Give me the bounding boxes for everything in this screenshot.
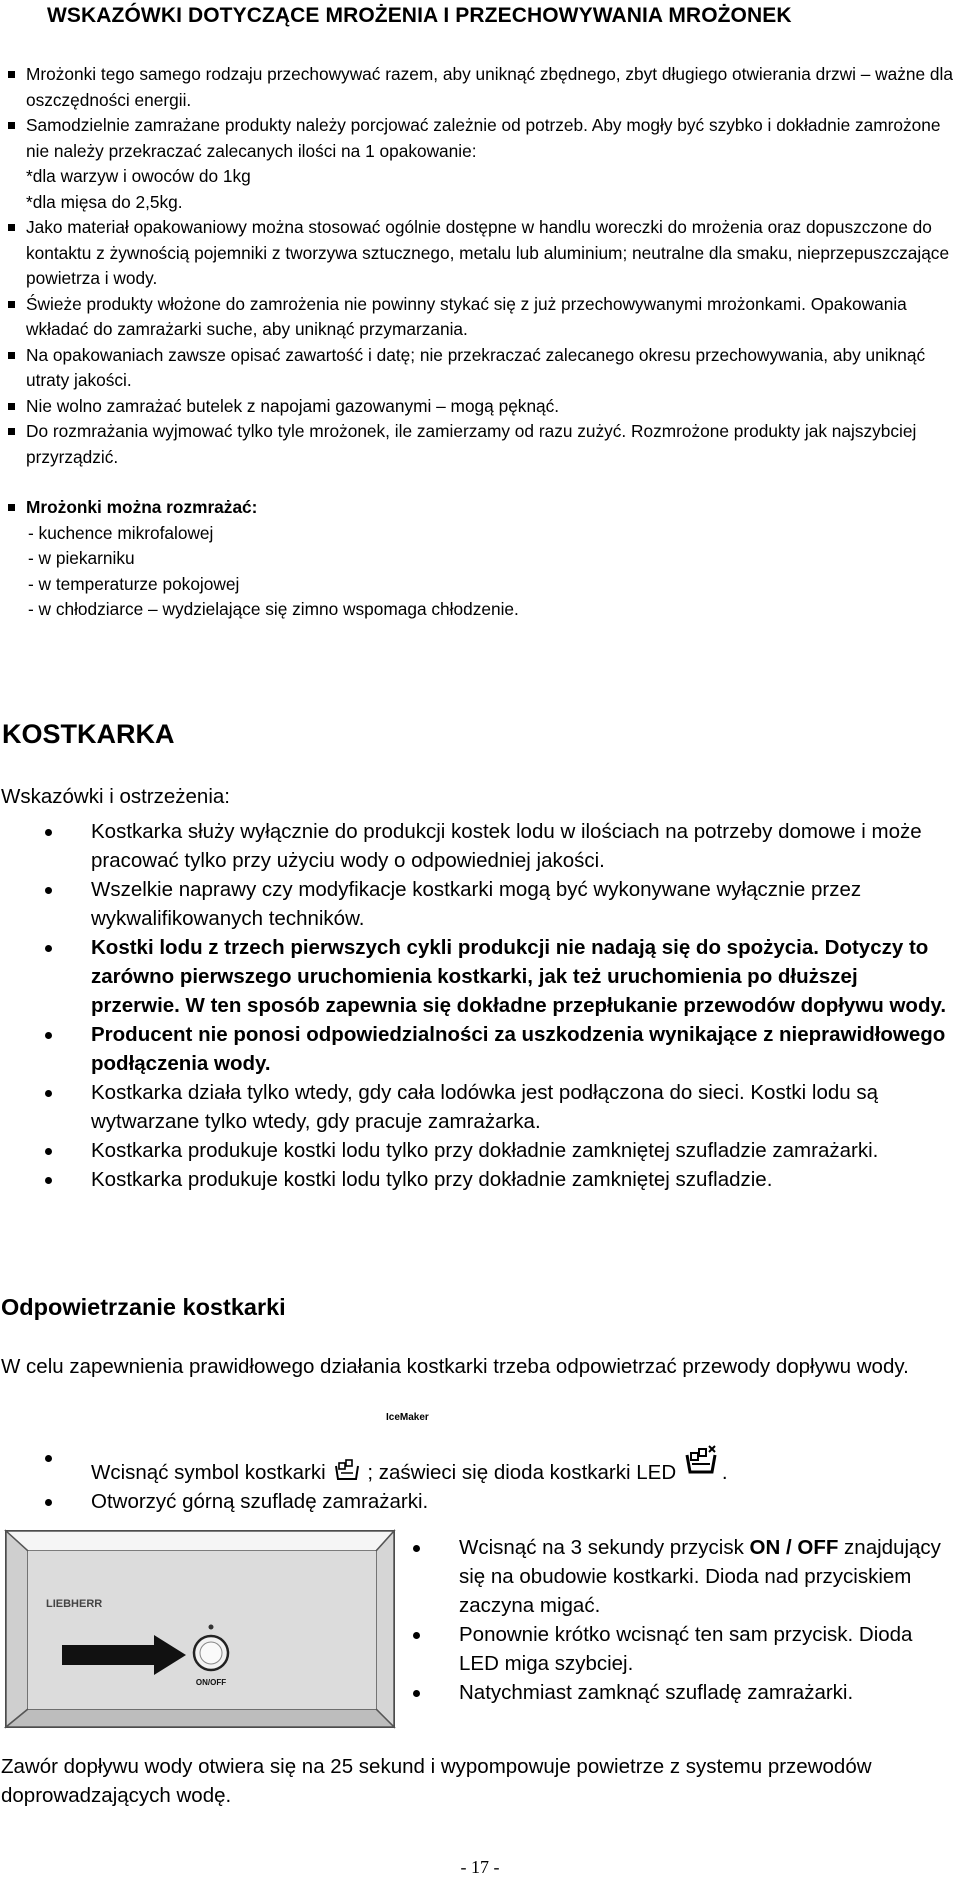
round-bullet-icon (45, 829, 52, 836)
round-bullet-icon (45, 1148, 52, 1155)
icemaker-heading: KOSTKARKA (2, 719, 175, 749)
list-item: Nie wolno zamrażać butelek z napojami gazowanymi – mogą pęknąć. (6, 394, 954, 420)
round-bullet-icon (45, 1455, 52, 1462)
warnings-heading: Wskazówki i ostrzeżenia: (1, 785, 230, 808)
round-bullet-icon (45, 1177, 52, 1184)
square-bullet-icon (8, 403, 15, 410)
venting-intro: W celu zapewnienia prawidłowego działania kostkarki trzeba odpowietrzać przewody dopływu wody. (1, 1355, 909, 1378)
round-bullet-icon (45, 1032, 52, 1039)
list-item: Kostki lodu z trzech pierwszych cykli produkcji nie nadają się do spożycia. Dotyczy to zarówno pierwszego uruchomienia kostkarki, jak też uruchomienia po dłuższej przerwie. W ten sposób zapewnia się dokładne przepłukanie przewodów dopływu wody. (1, 933, 951, 1020)
thaw-heading: Mrożonki można rozmrażać: (26, 497, 258, 517)
square-bullet-icon (8, 122, 15, 129)
square-bullet-icon (8, 504, 15, 511)
list-item: Ponownie krótko wcisnąć ten sam przycisk. Dioda LED miga szybciej. (367, 1620, 957, 1678)
panel-brand-label: LIEBHERR (46, 1598, 103, 1610)
icemaker-symbol-icon (331, 1457, 367, 1483)
list-item: Jako materiał opakowaniowy można stosować ogólnie dostępne w handlu woreczki do mrożenia oraz dopuszczone do kontaktu z żywnością pojemniki z tworzywa sztucznego, metalu lub aluminium; neutralne dla smaku, nieprzepuszczające powietrza i wody. (6, 215, 954, 292)
led-dot (209, 1625, 214, 1630)
square-bullet-icon (8, 352, 15, 359)
list-item: Kostkarka służy wyłącznie do produkcji kostek lodu w ilościach na potrzeby domowe i może pracować tylko przy użyciu wody o odpowiedniej jakości. (1, 817, 951, 875)
list-item: Świeże produkty włożone do zamrożenia nie powinny stykać się z już przechowywanymi mrożonkami. Opakowania wkładać do zamrażarki suche, aby uniknąć przymarzania. (6, 292, 954, 343)
list-item: Wcisnąć symbol kostkarki ; zaświeci się dioda kostkarki LED . (1, 1443, 951, 1487)
round-bullet-icon (45, 1090, 52, 1097)
venting-outro: Zawór dopływu wody otwiera się na 25 sekund i wypompowuje powietrze z systemu przewodów doprowadzających wodę. (1, 1755, 872, 1807)
list-item: Producent nie ponosi odpowiedzialności za uszkodzenia wynikające z nieprawidłowego podłączenia wody. (1, 1020, 951, 1078)
round-bullet-icon (45, 887, 52, 894)
icemaker-panel-illustration (4, 1529, 396, 1729)
list-item: Mrożonki tego samego rodzaju przechowywać razem, aby uniknąć zbędnego, zbyt długiego otwierania drzwi – ważne dla oszczędności energii. (6, 62, 954, 113)
thaw-option: - w chłodziarce – wydzielające się zimno wspomaga chłodzenie. (28, 599, 519, 619)
round-bullet-icon (413, 1690, 420, 1697)
venting-heading: Odpowietrzanie kostkarki (1, 1294, 286, 1320)
list-item: Samodzielnie zamrażane produkty należy porcjować zależnie od potrzeb. Aby mogły być szybko i dokładnie zamrożone nie należy przekraczać zalecanych ilości na 1 opakowanie: *dla warzyw i owoców do 1kg *dla mięsa do 2,5kg. (6, 113, 954, 215)
thaw-option: - kuchence mikrofalowej (28, 522, 214, 543)
list-item: Otworzyć górną szufladę zamrażarki. (1, 1487, 951, 1516)
list-item: Na opakowaniach zawsze opisać zawartość i datę; nie przekraczać zalecanego okresu przechowywania, aby uniknąć utraty jakości. (6, 343, 954, 394)
freezing-tips-list (6, 62, 954, 623)
round-bullet-icon (45, 1499, 52, 1506)
thaw-option: - w temperaturze pokojowej (28, 573, 240, 594)
list-item: Kostkarka działa tylko wtedy, gdy cała lodówka jest podłączona do sieci. Kostki lodu są wytwarzane tylko wtedy, gdy pracuje zamrażarka. (1, 1078, 951, 1136)
thaw-option: - w piekarniku (28, 548, 135, 568)
square-bullet-icon (8, 71, 15, 78)
square-bullet-icon (8, 224, 15, 231)
round-bullet-icon (413, 1632, 420, 1639)
portion-limit: *dla mięsa do 2,5kg. (26, 191, 183, 212)
list-item: Wcisnąć na 3 sekundy przycisk ON / OFF znajdujący się na obudowie kostkarki. Dioda nad przyciskiem zaczyna migać. (367, 1533, 957, 1620)
warnings-list (1, 817, 951, 1194)
list-item: Kostkarka produkuje kostki lodu tylko przy dokładnie zamkniętej szufladzie. (1, 1165, 951, 1194)
list-item: Natychmiast zamknąć szufladę zamrażarki. (367, 1678, 957, 1707)
list-item: Wszelkie naprawy czy modyfikacje kostkarki mogą być wykonywane wyłącznie przez wykwalifikowanych techników. (1, 875, 951, 933)
panel-button-label: ON/OFF (195, 1678, 227, 1687)
freezing-tips-title: WSKAZÓWKI DOTYCZĄCE MROŻENIA I PRZECHOWYWANIA MROŻONEK (47, 4, 792, 27)
portion-limit: *dla warzyw i owoców do 1kg (26, 166, 251, 186)
list-item (6, 495, 954, 521)
button-steps (367, 1533, 957, 1707)
venting-steps (1, 1443, 951, 1516)
list-item: Kostkarka produkuje kostki lodu tylko przy dokładnie zamkniętej szufladzie zamrażarki. (1, 1136, 951, 1165)
square-bullet-icon (8, 301, 15, 308)
round-bullet-icon (413, 1545, 420, 1552)
icemaker-label: IceMaker (386, 1412, 429, 1423)
round-bullet-icon (45, 945, 52, 952)
page-number: - 17 - (460, 1857, 500, 1877)
square-bullet-icon (8, 428, 15, 435)
icemaker-led-icon (682, 1443, 722, 1477)
list-item: Do rozmrażania wyjmować tylko tyle mrożonek, ile zamierzamy od razu zużyć. Rozmrożone produkty jak najszybciej przyrządzić. (6, 419, 954, 470)
